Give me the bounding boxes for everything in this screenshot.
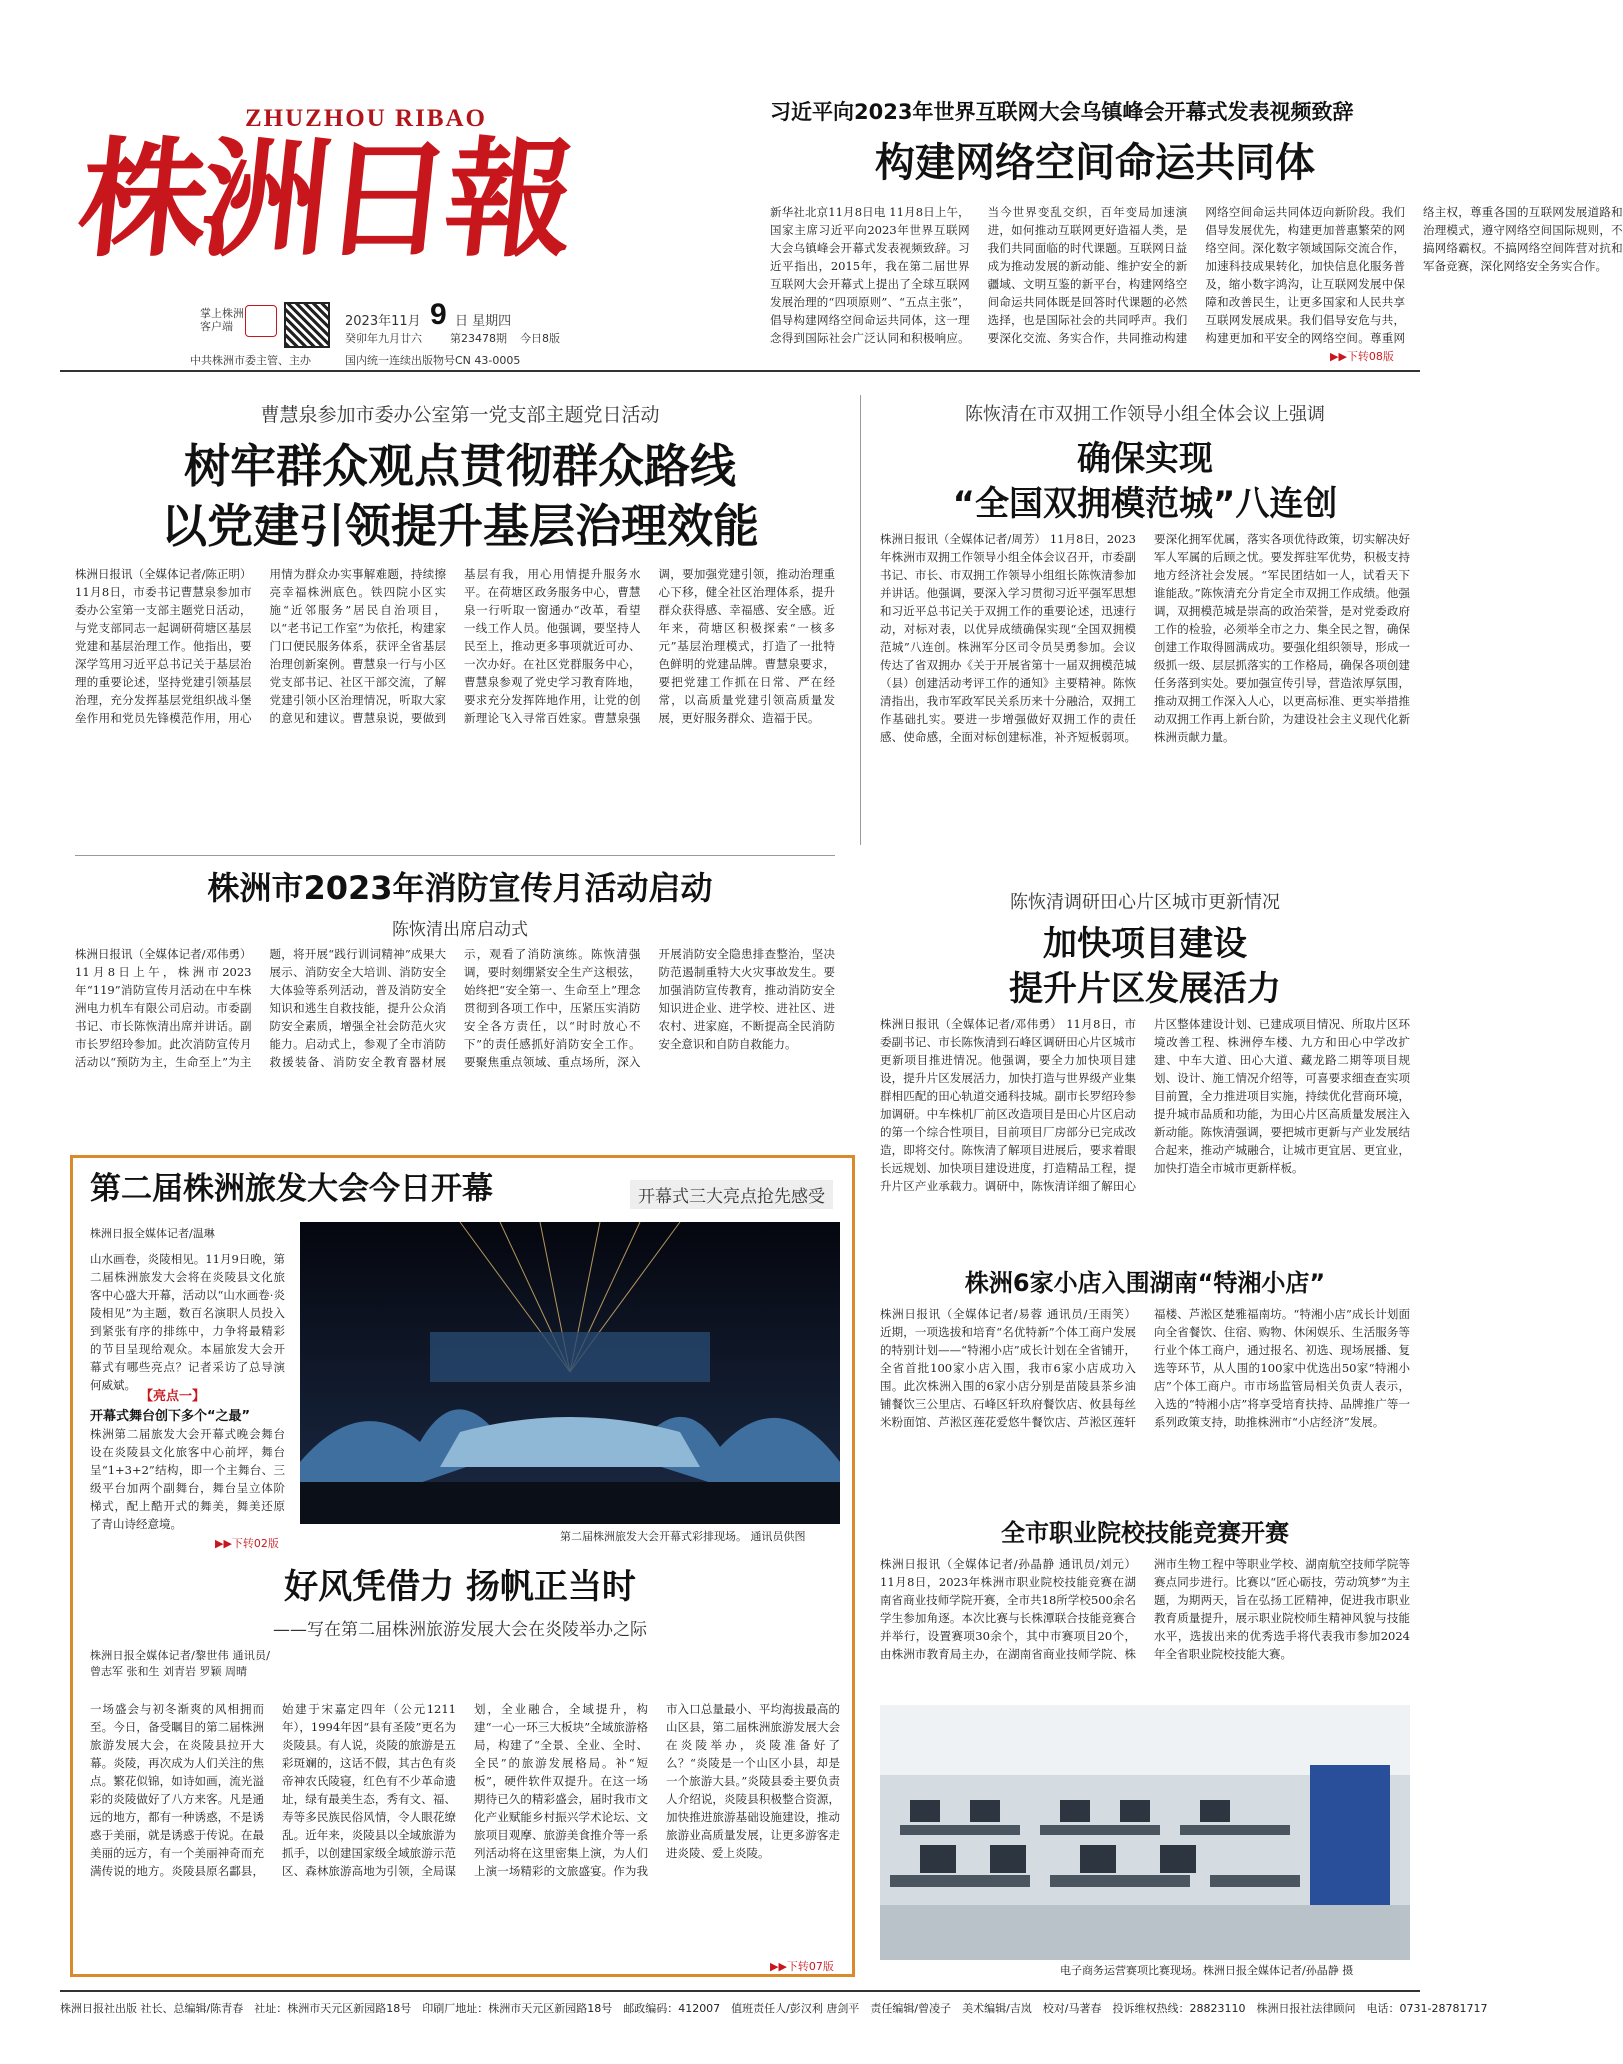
app-label-line2: 客户端 [200, 320, 233, 333]
lead-kicker: 习近平向2023年世界互联网大会乌镇峰会开幕式发表视频致辞 [770, 100, 1354, 124]
feature-tag: 开幕式三大亮点抢先感受 [630, 1180, 833, 1209]
stage-photo-illustration [300, 1222, 840, 1524]
art1-kicker: 曹慧泉参加市委办公室第一党支部主题党日活动 [260, 404, 660, 426]
classroom-photo [880, 1705, 1410, 1960]
art3-title: 株洲市2023年消防宣传月活动启动 [207, 869, 713, 907]
art4-kicker: 陈恢清调研田心片区城市更新情况 [1010, 892, 1280, 913]
issue-weekday: 日 星期四 [455, 314, 512, 329]
footer-divider [60, 1990, 1420, 1992]
classroom-photo-caption: 电子商务运营赛项比赛现场。株洲日报全媒体记者/孙晶静 摄 [1060, 1964, 1354, 1977]
art4-body: 株洲日报讯（全媒体记者/邓伟勇） 11月8日，市委副书记、市长陈恢清到石峰区调研田心片区城市更新项目推进情况。他强调，要全力加快项目建设，提升片区发展活力，加快打造与世界级产业集群相匹配的田心轨道交通科技城。副市长罗绍玲参加调研。中车株机厂前区改造项目是田心片区启动的第一个综合性项目，目前项目厂房部分已完成改造，即将交付。陈恢清了解项目进展后，要求着眼长远规划、加快项目建设进度，打造精品工程，提升片区产业承载力。调研中，陈恢清详细了解田心片区整体建设计划、已建成项目情况、所取片区环境改善工程、株洲停车楼、九方和田心中学改扩建、中车大道、田心大道、藏龙路二期等项目规划、设计、施工情况介绍等，可喜要求细查查实项目前置，全力推进项目实施，持续优化营商环境，提升城市品质和功能，为田心片区高质量发展注入新动能。陈恢清强调，要把城市更新与产业发展结合起来，推动产城融合，让城市更宜居、更宜业，加快打造全市城市更新样板。 [880, 1017, 1410, 1193]
masthead-title: 株洲日報 [72, 125, 576, 275]
art7-byline: 株洲日报全媒体记者/黎世伟 通讯员/曾志军 张和生 刘青岩 罗颖 周晴 [90, 1649, 270, 1678]
art3-kicker: 陈恢清出席启动式 [392, 920, 528, 940]
lead-body: 新华社北京11月8日电 11月8日上午，国家主席习近平向2023年世界互联网大会乌镇峰会开幕式发表视频致辞。习近平指出，2015年，我在第二届世界互联网大会开幕式上提出了全球互联网发展治理的“四项原则”、“五点主张”，倡导构建网络空间命运共同体，这一理念得到国际社会广泛认同和积极响应。当今世界变乱交织，百年变局加速演进，如何推动互联网更好造福人类，是我们共同面临的时代课题。互联网日益成为推动发展的新动能、维护安全的新疆域、文明互鉴的新平台，构建网络空间命运共同体既是回答时代课题的必然选择，也是国际社会的共同呼声。我们要深化交流、务实合作，共同推动构建网络空间命运共同体迈向新阶段。我们倡导发展优先，构建更加普惠繁荣的网络空间。深化数字领域国际交流合作，加速科技成果转化，加快信息化服务普及，缩小数字鸿沟，让互联网发展中保障和改善民生，让更多国家和人民共享互联网发展成果。我们倡导安危与共，构建更加和平安全的网络空间。尊重网络主权，尊重各国的互联网发展道路和治理模式，遵守网络空间国际规则，不搞网络霸权。不搞网络空间阵营对抗和军备竞赛，深化网络安全务实合作。 [770, 205, 1623, 345]
lead-title: 构建网络空间命运共同体 [875, 140, 1315, 186]
art7-subtitle: ——写在第二届株洲旅游发展大会在炎陵举办之际 [273, 1620, 647, 1640]
page-count: 今日8版 [520, 332, 560, 345]
art7-title: 好风凭借力 扬帆正当时 [284, 1567, 636, 1607]
lunar-date: 癸卯年九月廿六 [345, 332, 422, 345]
app-label-line1: 掌上株洲 [200, 307, 244, 320]
qr-code-icon [284, 302, 330, 348]
issue-number: 第23478期 [450, 332, 507, 345]
lead-jump: ▶▶下转08版 [1330, 350, 1394, 363]
stage-photo [300, 1222, 840, 1524]
art2-title2: “全国双拥模范城”八连创 [952, 484, 1338, 524]
art1-body: 株洲日报讯（全媒体记者/陈正明） 11月8日，市委书记曹慧泉参加市委办公室第一支部主题党日活动，与党支部同志一起调研荷塘区基层党建和基层治理工作。他指出，要深学笃用习近平总书记关于基层治理的重要论述，坚持党建引领基层治理，充分发挥基层党组织战斗堡垒作用和党员先锋模范作用，用心用情为群众办实事解难题，持续擦亮幸福株洲底色。铁四院小区实施“近邻服务”居民自治项目，以“老书记工作室”为依托，构建家门口便民服务体系，获评全省基层治理创新案例。曹慧泉一行与小区党支部书记、社区干部交流，了解党建引领小区治理情况，听取大家的意见和建议。曹慧泉说，要做到基层有我，用心用情提升服务水平。在荷塘区政务服务中心，曹慧泉一行听取一窗通办“改革，看望一线工作人员。他强调，要坚持人民至上，推动更多事项就近可办、一次办好。在社区党群服务中心，曹慧泉参观了党史学习教育阵地，要求充分发挥阵地作用，让党的创新理论飞入寻常百姓家。曹慧泉强调，要加强党建引领，推动治理重心下移，健全社区治理体系，提升群众获得感、幸福感、安全感。近年来，荷塘区积极探索“一核多元”基层治理模式，打造了一批特色鲜明的党建品牌。曹慧泉要求，要把党建工作抓在日常、严在经常，以高质量党建引领高质量发展，更好服务群众、造福于民。 [75, 567, 835, 725]
art2-kicker: 陈恢清在市双拥工作领导小组全体会议上强调 [965, 404, 1325, 425]
stage-photo-caption: 第二届株洲旅发大会开幕式彩排现场。 通讯员供图 [560, 1530, 806, 1543]
art5-body: 株洲日报讯（全媒体记者/易蓉 通讯员/王雨笑） 近期，一项选拔和培育“名优特新”个体工商户发展的特别计划——“特湘小店”成长计划在全省铺开，全省首批100家小店入围，我市6家小店成功入围。此次株洲入围的6家小店分别是苗陵县茶乡油铺餐饮三公里店、石峰区轩玖府餐饮店、攸县每丝米粉面馆、芦淞区莲花爱悠牛餐饮店、芦淞区莲轩福楼、芦淞区楚雅福南坊。“特湘小店”成长计划面向全省餐饮、住宿、购物、休闲娱乐、生活服务等行业个体工商户，通过报名、初选、现场展播、复选等环节，从人围的100家中优选出50家“特湘小店”个体工商户。市市场监管局相关负责人表示，入选的“特湘小店”将享受培育扶持、品牌推广等一系列政策支持，助推株洲市“小店经济”发展。 [880, 1307, 1410, 1429]
feature-byline: 株洲日报全媒体记者/温琳 [90, 1227, 215, 1240]
app-label [200, 307, 244, 333]
feature-body: 山水画卷，炎陵相见。11月9日晚，第二届株洲旅发大会将在炎陵县文化旅客中心盛大开幕，活动以“山水画卷·炎陵相见”为主题，数百名演职人员投入到紧张有序的排练中，力争将最精彩的节目呈现给观众。本届旅发大会开幕式有哪些亮点？记者采访了总导演何威斌。 [90, 1252, 285, 1392]
art3-body: 株洲日报讯（全媒体记者/邓伟勇） 11月8日上午，株洲市2023年“119”消防宣传月活动在中车株洲电力机车有限公司启动。市委副书记、市长陈恢清出席并讲话。副市长罗绍玲参加。此次消防宣传月活动以“预防为主，生命至上”为主题，将开展“践行训词精神”成果大展示、消防安全大培训、消防安全大体验等系列活动，普及消防安全知识和逃生自救技能，提升公众消防安全素质，增强全社会防范火灾能力。启动式上，参观了全市消防救援装备、消防安全教育器材展示，观看了消防演练。陈恢清强调，要时刻绷紧安全生产这根弦，始终把“安全第一、生命至上”理念贯彻到各项工作中，压紧压实消防安全各方责任，以“时时放心不下”的责任感抓好消防安全工作。要聚焦重点领域、重点场所，深入开展消防安全隐患排查整治，坚决防范遏制重特大火灾事故发生。要加强消防宣传教育，推动消防安全知识进企业、进学校、进社区、进农村、进家庭，不断提高全民消防安全意识和自防自救能力。 [75, 947, 835, 1069]
art2-title1: 确保实现 [1077, 439, 1213, 479]
art2-body: 株洲日报讯（全媒体记者/周芳） 11月8日，2023年株洲市双拥工作领导小组全体会议召开，市委副书记、市长、市双拥工作领导小组组长陈恢清参加并讲话。他强调，要深入学习贯彻习近平强军思想和习近平总书记关于双拥工作的重要论述，迅速行动，对标对表，以优异成绩确保实现“全国双拥模范城”八连创。株洲军分区司令员吴勇参加。会议传达了省双拥办《关于开展省第十一届双拥模范城（县）创建活动考评工作的通知》主要精神。陈恢清指出，我市军政军民关系历来十分融洽，双拥工作基础扎实。要进一步增强做好双拥工作的责任感、使命感，全面对标创建标准，补齐短板弱项。要深化拥军优属，落实各项优待政策，切实解决好军人军属的后顾之忧。要发挥驻军优势，积极支持地方经济社会发展。“军民团结如一人，试看天下谁能敌。”陈恢清充分肯定全市双拥工作成绩。他强调，双拥模范城是崇高的政治荣誉，是对党委政府工作的检验，必须举全市之力、集全民之智，确保创建工作取得圆满成功。要强化组织领导，形成一级抓一级、层层抓落实的工作格局，确保各项创建任务落到实处。要加强宣传引导，营造浓厚氛围，推动双拥工作深入人心，以更高标准、更实举措推动双拥工作再上新台阶，为建设社会主义现代化新株洲贡献力量。 [880, 532, 1410, 744]
art6-body: 株洲日报讯（全媒体记者/孙晶静 通讯员/刘元） 11月8日，2023年株洲市职业院校技能竞赛在湖南省商业技师学院开赛，全市共18所学校500余名学生参加角逐。本次比赛与长株潭联合技能竞赛合并举行，设置赛项30余个，其中市赛项目20个，由株洲市教育局主办，在湖南省商业技师学院、株洲市生物工程中等职业学校、湖南航空技师学院等赛点同步进行。比赛以“匠心砺技，劳动筑梦”为主题，为期两天，旨在弘扬工匠精神，促进我市职业教育质量提升，展示职业院校师生精神风貌与技能水平，选拔出来的优秀选手将代表我市参加2024年全省职业院校技能大赛。 [880, 1557, 1410, 1661]
art4-title1: 加快项目建设 [1043, 924, 1247, 964]
art1-title1: 树牢群众观点贯彻群众路线 [184, 439, 736, 493]
highlight-label: 【亮点一】 [140, 1389, 206, 1404]
art1-title2: 以党建引领提升基层治理效能 [161, 499, 759, 553]
feature-body2: 株洲第二届旅发大会开幕式晚会舞台设在炎陵县文化旅客中心前坪，舞台呈“1+3+2”结构，即一个主舞台、三级平台加两个副舞台，舞台呈立体阶梯式，配上酷开式的舞美，舞美还原了青山诗经意境。 [90, 1427, 285, 1531]
art6-title: 全市职业院校技能竞赛开赛 [1001, 1519, 1289, 1547]
issue-date: 2023年11月 [345, 314, 421, 329]
highlight-text: 开幕式舞台创下多个“之最” [90, 1409, 251, 1424]
footer-info: 株洲日报社出版 社长、总编辑/陈青春 社址：株洲市天元区新园路18号 印刷厂地址：株洲市天元区新园路18号 邮政编码：412007 值班责任人/彭汉利 唐剑平 责任编辑/曾凌子 美术编辑/吉岚 校对/马著春 投诉维权热线：28823110 株洲日报社法律顾问 电话：0731-28781717 [60, 2002, 1488, 2015]
cn-code: 国内统一连续出版物号CN 43-0005 [345, 354, 521, 367]
art7-jump: ▶▶下转07版 [770, 1960, 834, 1973]
masthead-divider [60, 370, 1420, 372]
sponsor: 中共株洲市委主管、主办 [190, 354, 311, 367]
feature-jump: ▶▶下转02版 [215, 1537, 279, 1550]
art5-title: 株洲6家小店入围湖南“特湘小店” [964, 1269, 1326, 1297]
art4-title2: 提升片区发展活力 [1009, 969, 1281, 1009]
masthead-english: ZHUZHOU RIBAO [245, 105, 488, 132]
feature-title: 第二届株洲旅发大会今日开幕 [90, 1171, 493, 1207]
classroom-photo-illustration [880, 1705, 1410, 1960]
column-divider [860, 395, 861, 845]
art7-body: 一场盛会与初冬渐爽的风相拥而至。今日，备受瞩目的第二届株洲旅游发展大会，在炎陵县拉开大幕。炎陵，再次成为人们关注的焦点。繁花似锦，如诗如画，流光溢彩的炎陵做好了八方来客。凡是通远的地方，都有一种诱惑，不是诱惑于美丽，就是诱惑于传说。在最美丽的远方，有一个美丽神奇而充满传说的地方。炎陵县原名酃县，始建于宋嘉定四年（公元1211年），1994年因“县有圣陵”更名为炎陵县。有人说，炎陵的旅游是五彩斑斓的，这话不假，其古色有炎帝神农氏陵寝，红色有不少革命遗址，绿有最美生态，秀有文、福、寿等多民族民俗风情，令人眼花缭乱。近年来，炎陵县以全域旅游为抓手，以创建国家级全域旅游示范区、森林旅游高地为引领，全局谋划，全业融合，全域提升，构建“一心一环三大板块”全域旅游格局，构建了“全景、全业、全时、全民”的旅游发展格局。补“短板”，硬件软件双提升。在这一场期待已久的精彩盛会，届时我市文化产业赋能乡村振兴学术论坛、文旅项目观摩、旅游美食推介等一系列活动将在这里密集上演，为人们上演一场精彩的文旅盛宴。作为我市入口总量最小、平均海拔最高的山区县，第二届株洲旅游发展大会在炎陵举办，炎陵准备好了么？“炎陵是一个山区小县，却是一个旅游大县。”炎陵县委主要负责人介绍说，炎陵县积极整合资源，加快推进旅游基础设施建设，推动旅游业高质量发展，让更多游客走进炎陵、爱上炎陵。 [90, 1702, 840, 1878]
section-divider [75, 855, 835, 856]
issue-day: 9 [430, 298, 447, 331]
app-logo-icon [245, 305, 277, 337]
